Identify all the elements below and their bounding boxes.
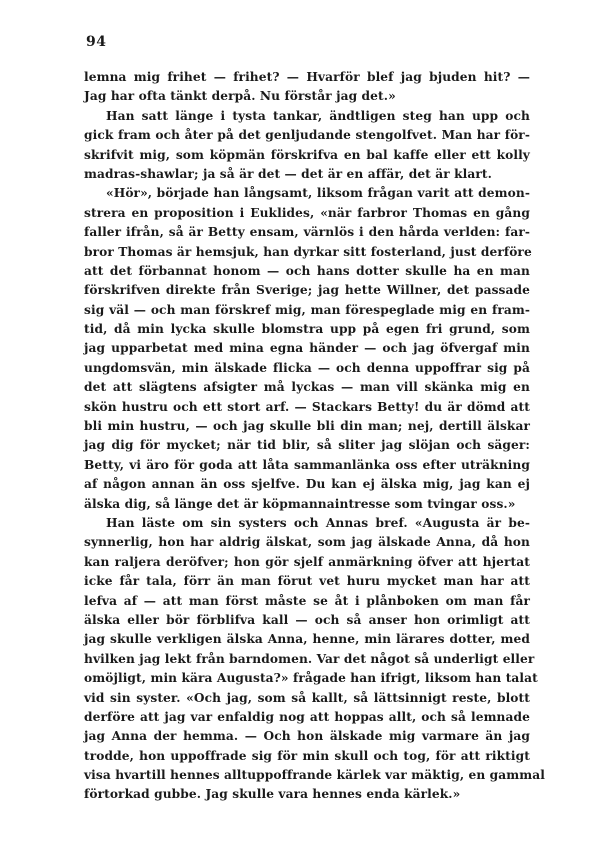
text-line: af någon annan än oss sjelfve. Du kan ej älska mig, jag kan ej: [84, 477, 530, 492]
text-line: synnerlig, hon har aldrig älskat, som jag älskade Anna, då hon: [84, 535, 530, 550]
text-line: strera en proposition i Euklides, «när farbror Thomas en gång: [84, 205, 530, 220]
text-line: omöjligt, min kära Augusta?» frågade han ifrigt, liksom han talat: [84, 671, 538, 686]
text-line: gick fram och åter på det genljudande stengolfvet. Man har för-: [84, 128, 530, 143]
text-line: kan raljera deröfver; hon gör sjelf anmärkning öfver att hjertat: [84, 554, 530, 569]
text-line: trodde, hon uppoffrade sig för min skull och tog, för att riktigt: [84, 748, 530, 763]
text-line: lefva af — att man först måste se åt i plånboken om man får: [84, 593, 530, 608]
text-line: jag Anna der hemma. — Och hon älskade mig varmare än jag: [84, 729, 530, 744]
text-line: jag dig för mycket; när tid blir, så sliter jag slöjan och säger:: [84, 438, 530, 453]
text-line: jag skulle verkligen älska Anna, henne, min lärares dotter, med: [84, 632, 530, 647]
text-line: visa hvartill hennes alltuppoffrande kärlek var mäktig, en gammal: [84, 768, 546, 783]
text-line: icke får tala, förr än man förut vet huru mycket man har att: [84, 574, 530, 589]
text-line: skön hustru och ett stort arf. — Stackars Betty! du är dömd att: [84, 399, 530, 414]
text-line: skrifvit mig, som köpmän förskrifva en bal kaffe eller ett kolly: [84, 147, 530, 162]
text-line: bli min hustru, — och jag skulle bli din man; nej, dertill älskar: [84, 419, 530, 434]
text-line: älska eller bör förblifva kall — och så anser hon orimligt att: [84, 612, 530, 627]
text-line: lemna mig frihet — frihet? — Hvarför blef jag bjuden hit? —: [84, 70, 530, 84]
page-number: 94: [86, 34, 107, 50]
text-line: tid, då min lycka skulle blomstra upp på egen fri grund, som: [84, 322, 530, 337]
text-line: Han läste om sin systers och Annas bref. «Augusta är be-: [106, 515, 530, 530]
text-line: sig väl — och man förskref mig, man förespeglade mig en fram-: [84, 302, 530, 317]
text-line: derföre att jag var enfaldig nog att hoppas allt, och så lemnade: [84, 709, 530, 724]
text-line: Jag har ofta tänkt derpå. Nu förstår jag det.»: [84, 89, 396, 104]
text-line: Han satt länge i tysta tankar, ändtligen steg han upp och: [106, 108, 530, 123]
text-line: madras-shawlar; ja så är det — det är en affär, det är klart.: [84, 166, 492, 181]
text-line: förskrifven direkte från Sverige; jag hette Willner, det passade: [84, 283, 530, 298]
text-line: det att slägtens afsigter må lyckas — man vill skänka mig en: [84, 380, 530, 395]
text-line: förtorkad gubbe. Jag skulle vara hennes enda kärlek.»: [84, 787, 461, 802]
text-line: vid sin syster. «Och jag, som så kallt, så lättsinnigt reste, blott: [84, 690, 530, 705]
text-line: ungdomsvän, min älskade flicka — och denna uppoffrar sig på: [84, 360, 530, 375]
body-text: [84, 68, 546, 805]
text-line: hvilken jag lekt från barndomen. Var det något så underligt eller: [84, 651, 535, 666]
text-line: «Hör», började han långsamt, liksom frågan varit att demon-: [106, 186, 530, 201]
text-line: älska dig, så länge det är köpmannaintresse som tvingar oss.»: [84, 496, 516, 511]
text-line: bror Thomas är hemsjuk, han dyrkar sitt fosterland, just derföre: [84, 244, 532, 259]
text-line: jag upparbetat med mina egna händer — och jag öfvergaf min: [84, 341, 530, 356]
text-line: Betty, vi äro för goda att låta sammanlänka oss efter uträkning: [84, 457, 530, 472]
text-line: faller ifrån, så är Betty ensam, värnlös i den hårda verlden: far-: [84, 225, 530, 240]
text-line: att det förbannat honom — och hans dotter skulle ha en man: [84, 263, 530, 278]
